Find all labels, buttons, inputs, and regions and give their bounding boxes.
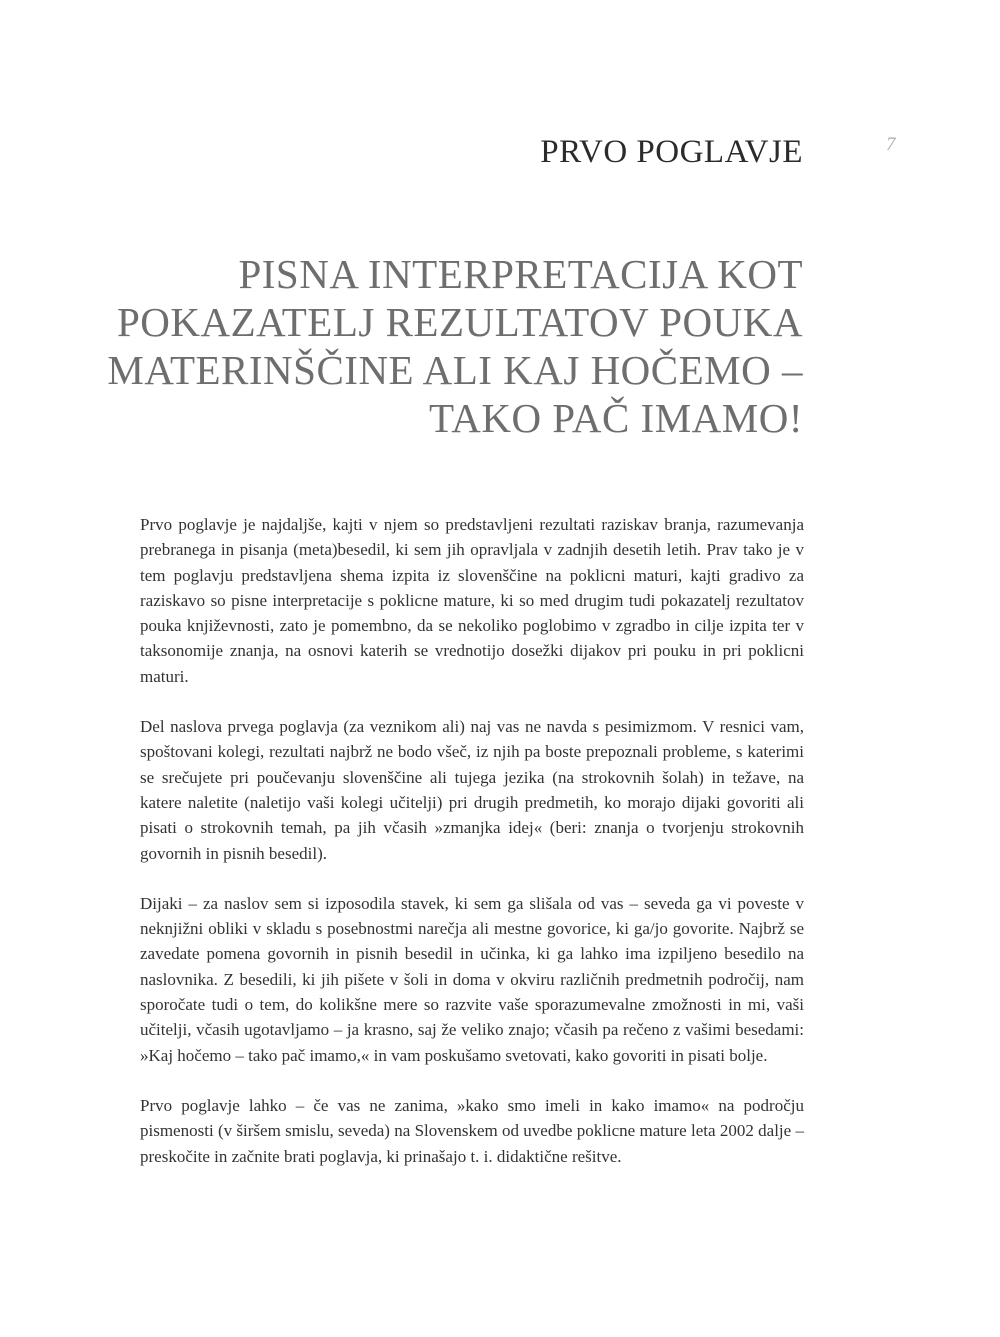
chapter-title-line: PISNA INTERPRETACIJA KOT <box>238 251 803 297</box>
chapter-title-line: TAKO PAČ IMAMO! <box>428 395 803 441</box>
paragraph: Dijaki – za naslov sem si izposodila stavek, ki sem ga slišala od vas – seveda ga vi poveste v neknjižni obliki v skladu s posebnostmi narečja ali mestne govorice, ki ga/jo govorite. Najbrž se zavedate pomena govornih in pisnih besedil in učinka, ki ga lahko ima izpiljeno besedilo na naslovnika. Z besedili, ki jih pišete v šoli in doma v okviru različnih predmetnih področij, nam sporočate tudi o tem, do kolikšne mere so razvite vaše sporazumevalne zmožnosti in mi, vaši učitelji, včasih ugotavljamo – ja krasno, saj že veliko znajo; včasih pa rečeno z vašimi besedami: »Kaj hočemo – tako pač imamo,« in vam poskušamo svetovati, kako govoriti in pisati bolje. <box>140 893 804 1065</box>
chapter-title-line: MATERINŠČINE ALI KAJ HOČEMO – <box>107 347 803 393</box>
chapter-title <box>103 250 803 442</box>
chapter-title-line: POKAZATELJ REZULTATOV POUKA <box>117 299 803 345</box>
body-text <box>140 512 804 1194</box>
page-number: 7 <box>886 134 896 155</box>
paragraph: Del naslova prvega poglavja (za veznikom ali) naj vas ne navda s pesimizmom. V resnici vam, spoštovani kolegi, rezultati najbrž ne bodo všeč, iz njih pa boste prepoznali probleme, s katerimi se srečujete pri poučevanju slovenščine ali tujega jezika (na strokovnih šolah) in težave, na katere naletite (naletijo vaši kolegi učitelji) pri drugih predmetih, ko morajo dijaki govoriti ali pisati o strokovnih temah, pa jih včasih »zmanjka idej« (beri: znanja o tvorjenju strokovnih govornih in pisnih besedil). <box>140 717 804 863</box>
paragraph: Prvo poglavje je najdaljše, kajti v njem so predstavljeni rezultati raziskav branja, razumevanja prebranega in pisanja (meta)besedil, ki sem jih opravljala v zadnjih desetih letih. Prav tako je v tem poglavju predstavljena shema izpita iz slovenščine na poklicni maturi, kajti gradivo za raziskavo so pisne interpretacije s poklicne mature, ki so med drugim tudi pokazatelj rezultatov pouka književnosti, zato je pomembno, da se nekoliko poglobimo v zgradbo in cilje izpita ter v taksonomije znanja, na osnovi katerih se vrednotijo dosežki dijakov pri pouku in pri poklicni maturi. <box>140 515 804 686</box>
paragraph: Prvo poglavje lahko – če vas ne zanima, »kako smo imeli in kako imamo« na področju pismenosti (v širšem smislu, seveda) na Slovenskem od uvedbe poklicne mature leta 2002 dalje – preskočite in začnite brati poglavja, ki prinašajo t. i. didaktične rešitve. <box>140 1095 804 1166</box>
chapter-label: PRVO POGLAVJE <box>540 134 803 170</box>
